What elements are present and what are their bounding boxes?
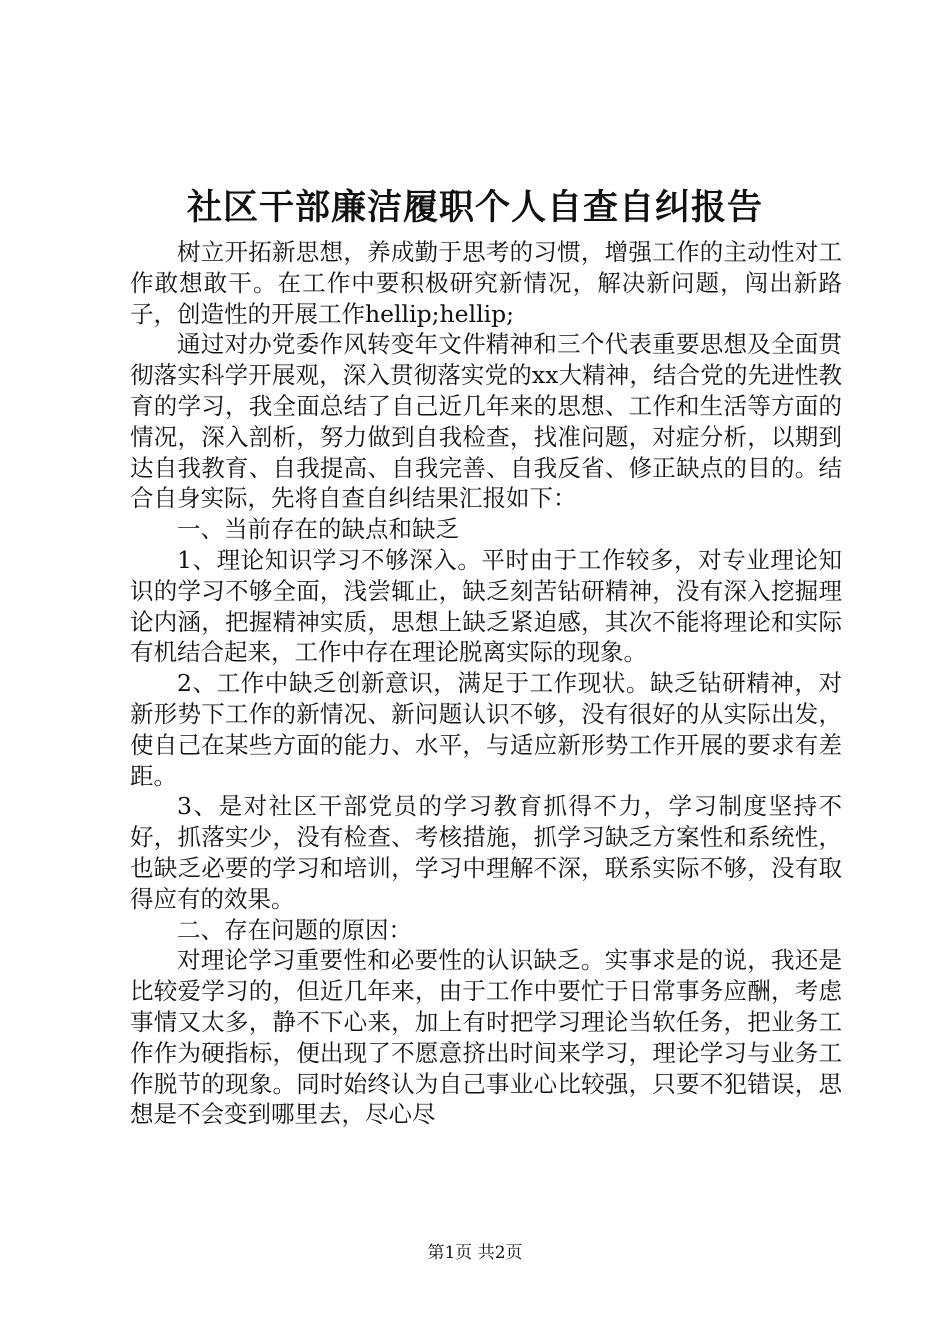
paragraph: 对理论学习重要性和必要性的认识缺乏。实事求是的说，我还是比较爱学习的，但近几年来，由于工作中要忙于日常事务应酬，考虑事情又太多，静不下心来，加上有时把学习理论当软任务，把业务工作作为硬指标，便出现了不愿意挤出时间来学习，理论学习与业务工作脱节的现象。同时始终认为自己事业心比较强，只要不犯错误，思想是不会变到哪里去，尽心尽 (130, 946, 842, 1129)
section-heading: 二、存在问题的原因： (177, 915, 412, 944)
paragraph: 通过对办党委作风转变年文件精神和三个代表重要思想及全面贯彻落实科学开展观，深入贯彻落实党的xx大精神，结合党的先进性教育的学习，我全面总结了自己近几年来的思想、工作和生活等方面的情况，深入剖析，努力做到自我检查，找准问题，对症分析，以期到达自我教育、自我提高、自我完善、自我反省、修正缺点的目的。结合自身实际，先将自查自纠结果汇报如下： (130, 330, 842, 513)
paragraph: 树立开拓新思想，养成勤于思考的习惯，增强工作的主动性对工作敢想敢干。在工作中要积极研究新情况，解决新问题，闯出新路子，创造性的开展工作hellip;hellip; (130, 238, 842, 328)
page-number: 第1页 共2页 (427, 1243, 523, 1263)
paragraph: 1、理论知识学习不够深入。平时由于工作较多，对专业理论知识的学习不够全面，浅尝辄止，缺乏刻苦钻研精神，没有深入挖掘理论内涵，把握精神实质，思想上缺乏紧迫感，其次不能将理论和实际有机结合起来，工作中存在理论脱离实际的现象。 (130, 545, 842, 667)
section-heading: 一、当前存在的缺点和缺乏 (177, 515, 459, 544)
paragraph: 2、工作中缺乏创新意识，满足于工作现状。缺乏钻研精神，对新形势下工作的新情况、新问题认识不够，没有很好的从实际出发，使自己在某些方面的能力、水平，与适应新形势工作开展的要求有差距。 (130, 669, 842, 790)
document-title: 社区干部廉洁履职个人自查自纠报告 (186, 187, 763, 228)
paragraph: 3、是对社区干部党员的学习教育抓得不力，学习制度坚持不好，抓落实少，没有检查、考核措施，抓学习缺乏方案性和系统性，也缺乏必要的学习和培训，学习中理解不深，联系实际不够，没有取得应有的效果。 (130, 792, 842, 913)
document-body (130, 237, 842, 1130)
